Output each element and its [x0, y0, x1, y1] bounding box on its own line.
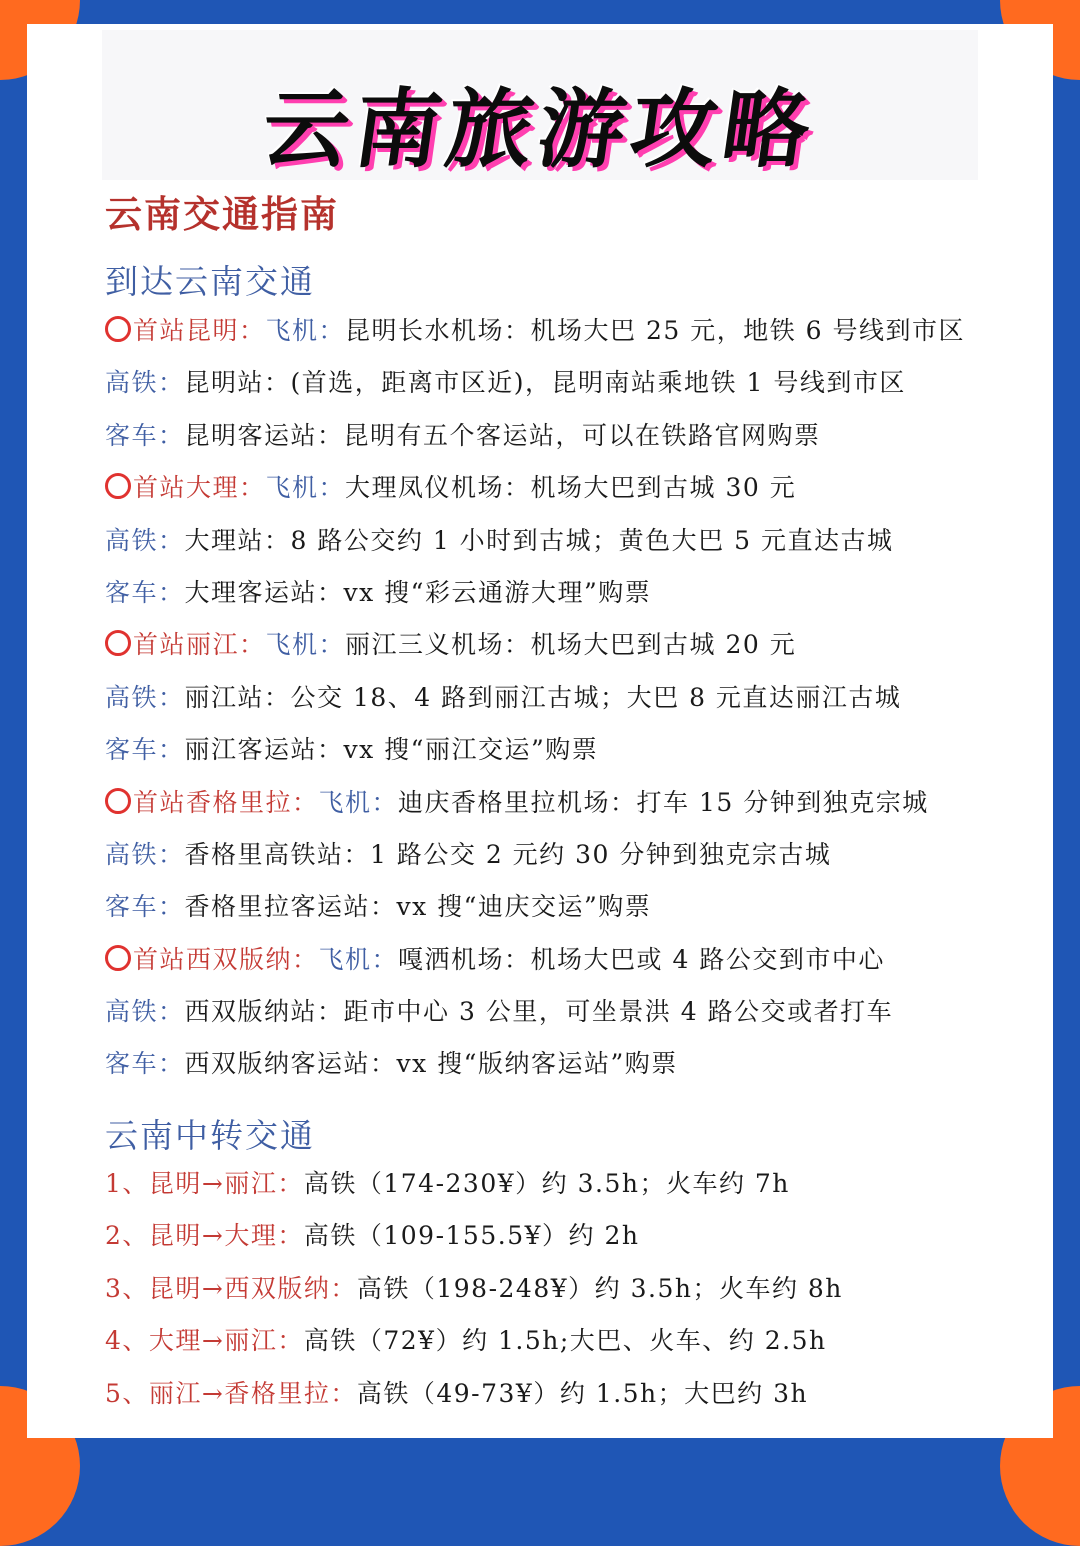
arrival-mode: 飞机： — [265, 630, 346, 660]
arrival-mode: 客车： — [105, 577, 185, 607]
arrival-mode: 客车： — [105, 420, 185, 450]
arrival-line — [105, 410, 1045, 462]
transfer-route: 丽江→香格里拉： — [148, 1378, 357, 1408]
arrival-city: 首站丽江： — [133, 630, 266, 660]
arrival-text: 昆明站：(首选，距离市区近)，昆明南站乘地铁 1 号线到市区 — [184, 368, 906, 398]
arrival-text: 昆明长水机场：机场大巴 25 元，地铁 6 号线到市区 — [345, 316, 966, 345]
arrival-list — [105, 305, 1045, 1091]
arrival-mode: 飞机： — [318, 944, 399, 974]
transfer-route: 昆明→西双版纳： — [148, 1273, 357, 1303]
transfer-number: 5、 — [105, 1378, 149, 1408]
arrival-text: 昆明客运站：昆明有五个客运站，可以在铁路官网购票 — [184, 420, 821, 450]
transfer-line — [105, 1315, 1045, 1367]
arrival-line — [105, 1038, 1045, 1090]
arrival-text: 迪庆香格里拉机场：打车 15 分钟到独克宗城 — [398, 787, 929, 817]
arrival-line — [105, 619, 1045, 671]
transfer-route: 昆明→大理： — [148, 1221, 304, 1251]
arrival-mode: 飞机： — [265, 316, 346, 345]
circle-marker-icon — [105, 788, 131, 814]
arrival-city: 首站西双版纳： — [133, 944, 319, 974]
circle-marker-icon — [105, 473, 131, 499]
arrival-mode: 高铁： — [105, 997, 185, 1027]
arrival-mode: 飞机： — [318, 787, 399, 817]
arrival-mode: 高铁： — [105, 839, 185, 869]
circle-marker-icon — [105, 945, 131, 971]
transfer-number: 1、 — [105, 1169, 149, 1198]
transfer-route: 大理→丽江： — [148, 1326, 304, 1356]
transfer-number: 2、 — [105, 1221, 149, 1251]
page-title: 云南旅游攻略 — [255, 80, 822, 180]
arrival-line — [105, 724, 1045, 776]
transfer-line — [105, 1263, 1045, 1315]
arrival-line — [105, 986, 1045, 1038]
arrival-mode: 客车： — [105, 1049, 185, 1079]
arrival-line — [105, 357, 1045, 409]
arrival-text: 大理站：8 路公交约 1 小时到古城；黄色大巴 5 元直达古城 — [184, 525, 894, 555]
arrival-text: 丽江客运站：vx 搜“丽江交运”购票 — [184, 735, 599, 765]
arrival-line — [105, 934, 1045, 986]
transfer-text: 高铁（109-155.5¥）约 2h — [303, 1221, 640, 1251]
transfer-line — [105, 1158, 1045, 1210]
arrival-text: 西双版纳客运站：vx 搜“版纳客运站”购票 — [184, 1049, 678, 1079]
arrival-mode: 高铁： — [105, 525, 185, 555]
transfer-text: 高铁（198-248¥）约 3.5h；火车约 8h — [356, 1273, 843, 1303]
arrival-city: 首站昆明： — [133, 316, 266, 345]
arrival-mode: 客车： — [105, 892, 185, 922]
transfer-list — [105, 1158, 1045, 1420]
section-heading-arrival: 到达云南交通 — [105, 262, 315, 301]
arrival-text: 西双版纳站：距市中心 3 公里，可坐景洪 4 路公交或者打车 — [184, 997, 894, 1027]
arrival-text: 丽江三义机场：机场大巴到古城 20 元 — [345, 630, 797, 660]
arrival-mode: 飞机： — [265, 473, 346, 503]
section-heading-transfer: 云南中转交通 — [105, 1116, 315, 1155]
content-card — [27, 24, 1053, 1438]
arrival-mode: 高铁： — [105, 368, 185, 398]
transfer-line — [105, 1210, 1045, 1262]
arrival-mode: 高铁： — [105, 682, 185, 712]
arrival-text: 大理客运站：vx 搜“彩云通游大理”购票 — [184, 577, 652, 607]
transfer-route: 昆明→丽江： — [148, 1169, 304, 1198]
arrival-city: 首站香格里拉： — [133, 787, 319, 817]
transfer-text: 高铁（174-230¥）约 3.5h；火车约 7h — [303, 1169, 790, 1198]
circle-marker-icon — [105, 316, 131, 342]
transfer-number: 3、 — [105, 1273, 149, 1303]
arrival-line — [105, 305, 1045, 357]
arrival-line — [105, 829, 1045, 881]
circle-marker-icon — [105, 630, 131, 656]
arrival-text: 香格里拉客运站：vx 搜“迪庆交运”购票 — [184, 892, 652, 922]
arrival-text: 嘎洒机场：机场大巴或 4 路公交到市中心 — [398, 944, 885, 974]
arrival-text: 大理凤仪机场：机场大巴到古城 30 元 — [345, 473, 797, 503]
arrival-line — [105, 881, 1045, 933]
transfer-number: 4、 — [105, 1326, 149, 1356]
arrival-line — [105, 777, 1045, 829]
section-heading-transport-guide: 云南交通指南 — [105, 192, 339, 236]
arrival-line — [105, 672, 1045, 724]
arrival-line — [105, 567, 1045, 619]
title-banner — [102, 30, 978, 180]
transfer-line — [105, 1368, 1045, 1420]
transfer-text: 高铁（72¥）约 1.5h;大巴、火车、约 2.5h — [303, 1326, 827, 1356]
arrival-mode: 客车： — [105, 735, 185, 765]
arrival-text: 香格里高铁站：1 路公交 2 元约 30 分钟到独克宗古城 — [184, 839, 832, 869]
arrival-line — [105, 515, 1045, 567]
arrival-city: 首站大理： — [133, 473, 266, 503]
transfer-text: 高铁（49-73¥）约 1.5h；大巴约 3h — [356, 1378, 809, 1408]
arrival-line — [105, 462, 1045, 514]
arrival-text: 丽江站：公交 18、4 路到丽江古城；大巴 8 元直达丽江古城 — [184, 682, 902, 712]
